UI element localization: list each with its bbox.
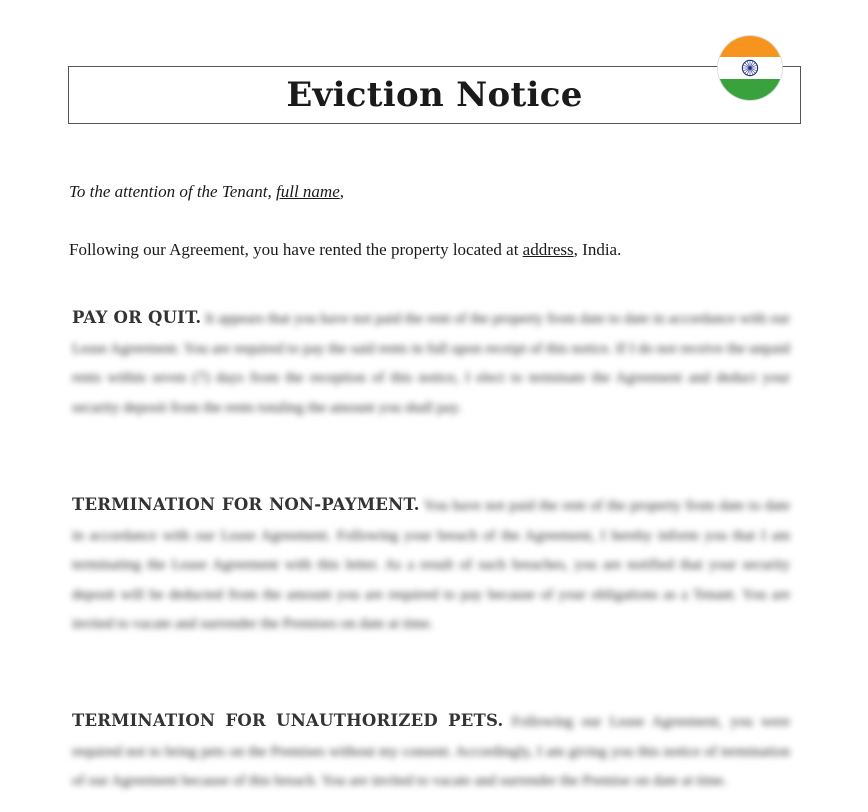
title-box [68, 66, 801, 124]
section-body: Following our Lease Agreement, you were required not to bring pets on the Premises without my consent. Accordingly, I am giving you this notice of termination of our Agreement because of this breach. You are invited to vacate and surrender the Premise on date at time. [72, 714, 790, 789]
intro-line: Following our Agreement, you have rented the property located at address, India. [69, 240, 622, 259]
section-pay-or-quit [72, 303, 790, 423]
section-body: You have not paid the rent of the property from date to date in accordance with our Lease Agreement. Following your breach of the Agreement, I hereby inform you that I am terminating the Lease Agreement with this letter. As a result of such breaches, you are notified that your security deposit will be deducted from the amount you are required to pay because of your obligations as a Tenant. You are invited to vacate and surrender the Premises on date at time. [72, 498, 790, 632]
section-heading: TERMINATION FOR UNAUTHORIZED PETS. [72, 711, 504, 730]
address-field: address [522, 240, 574, 259]
section-body: It appears that you have not paid the rent of the property from date to date in accordance with our Lease Agreement. You are required to pay the said rents in full upon receipt of this notice. If I do not receive the unpaid rents within seven (7) days from the reception of this notice, I elect to terminate the Agreement and deduct your security deposit from the rents totaling the amount you shall pay. [72, 311, 790, 416]
section-non-payment [72, 490, 790, 640]
attention-line: To the attention of the Tenant, full name, [69, 182, 345, 201]
page-title: Eviction Notice [286, 75, 583, 115]
tenant-name-field: full name [276, 182, 340, 201]
section-heading: PAY OR QUIT. [72, 308, 202, 327]
india-flag-icon [718, 36, 782, 100]
section-unauthorized-pets [72, 706, 790, 797]
section-heading: TERMINATION FOR NON-PAYMENT. [72, 495, 420, 514]
